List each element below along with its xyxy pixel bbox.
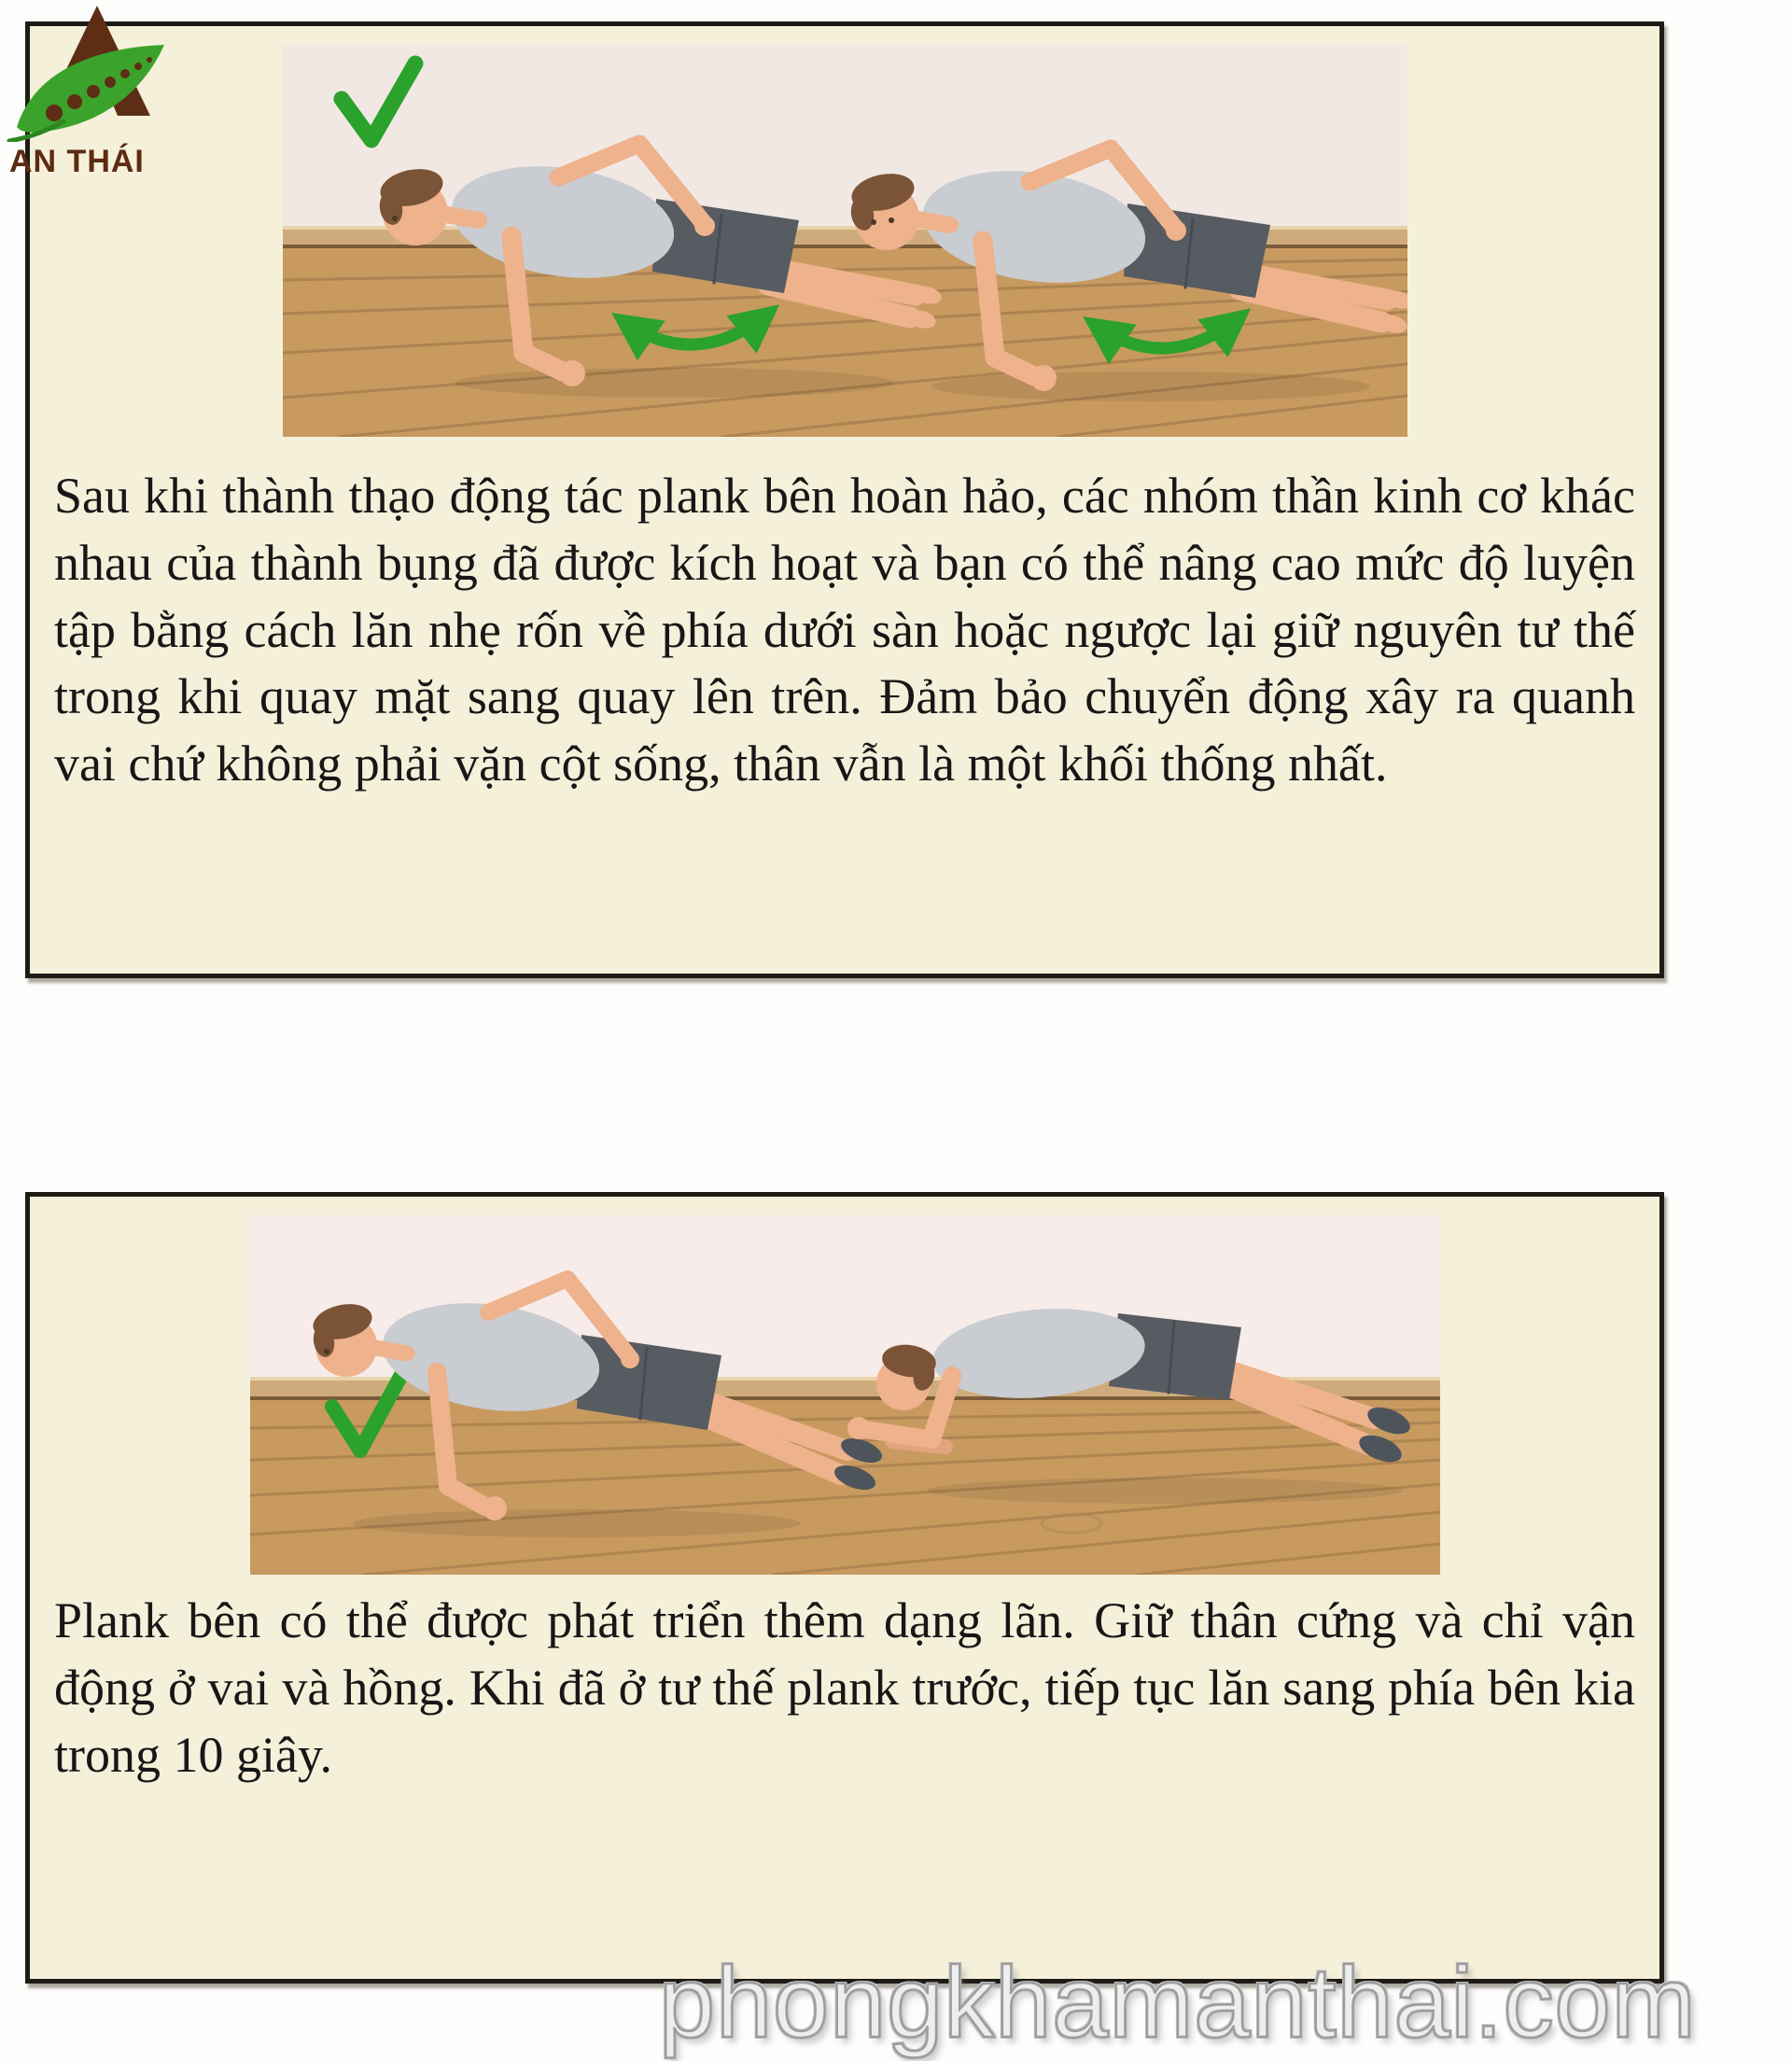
an-thai-logo-text: AN THÁI <box>9 144 145 179</box>
wall <box>283 45 1407 230</box>
illustration-side-plank-and-front-plank <box>250 1215 1440 1575</box>
illustration-side-plank-roll <box>283 45 1407 437</box>
instruction-paragraph-1: Sau khi thành thạo động tác plank bên hoàn hảo, các nhóm thần kinh cơ khác nhau của thành bụng đã được kích hoạt và bạn có thể nâng cao mức độ luyện tập bằng cách lăn nhẹ rốn về phía dưới sàn hoặc ngược lại giữ nguyên tư thế trong khi quay mặt sang quay lên trên. Đảm bảo chuyển động xây ra quanh vai chứ không phải vặn cột sống, thân vẫn là một khối thống nhất. <box>54 468 1635 792</box>
instruction-panel-2 <box>25 1192 1664 1984</box>
instruction-paragraph-2: Plank bên có thể được phát triển thêm dạng lãn. Giữ thân cứng và chỉ vận động ở vai và hồng. Khi đã ở tư thế plank trước, tiếp tục lăn sang phía bên kia trong 10 giây. <box>54 1592 1635 1783</box>
watermark: phongkhamanthai.com <box>659 1945 1697 2058</box>
an-thai-logo-mark-icon <box>6 2 188 142</box>
instruction-panel-1 <box>25 21 1664 978</box>
an-thai-logo <box>6 2 202 180</box>
